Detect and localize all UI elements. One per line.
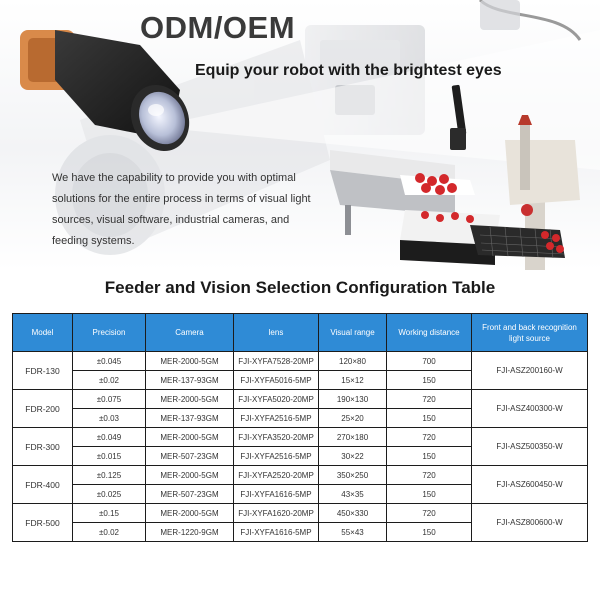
working-distance-cell: 720 (387, 466, 472, 485)
lens-cell: FJI-XYFA2516-5MP (234, 409, 319, 428)
precision-cell: ±0.049 (73, 428, 146, 447)
camera-cell: MER-2000-5GM (146, 390, 234, 409)
lens-cell: FJI-XYFA7528-20MP (234, 352, 319, 371)
camera-cell: MER-2000-5GM (146, 504, 234, 523)
lens-cell: FJI-XYFA1620-20MP (234, 504, 319, 523)
model-cell: FDR-400 (13, 466, 73, 504)
working-distance-cell: 150 (387, 485, 472, 504)
table-header-row (13, 314, 588, 352)
visual-range-cell: 25×20 (319, 409, 387, 428)
precision-cell: ±0.015 (73, 447, 146, 466)
camera-cell: MER-507-23GM (146, 485, 234, 504)
precision-cell: ±0.02 (73, 371, 146, 390)
model-cell: FDR-500 (13, 504, 73, 542)
header-working-distance: Working distance (387, 314, 472, 352)
header-precision: Precision (73, 314, 146, 352)
working-distance-cell: 150 (387, 523, 472, 542)
camera-cell: MER-2000-5GM (146, 466, 234, 485)
table-row (13, 466, 588, 485)
camera-cell: MER-137-93GM (146, 409, 234, 428)
precision-cell: ±0.025 (73, 485, 146, 504)
table-row (13, 428, 588, 447)
configuration-table (12, 313, 588, 542)
header-model: Model (13, 314, 73, 352)
table-title: Feeder and Vision Selection Configuration Table (104, 278, 496, 297)
camera-cell: MER-507-23GM (146, 447, 234, 466)
header-visual-range: Visual range (319, 314, 387, 352)
working-distance-cell: 720 (387, 428, 472, 447)
working-distance-cell: 150 (387, 447, 472, 466)
table-row (13, 504, 588, 523)
visual-range-cell: 30×22 (319, 447, 387, 466)
visual-range-cell: 350×250 (319, 466, 387, 485)
camera-cell: MER-1220-9GM (146, 523, 234, 542)
working-distance-cell: 720 (387, 390, 472, 409)
lens-cell: FJI-XYFA1616-5MP (234, 485, 319, 504)
visual-range-cell: 450×330 (319, 504, 387, 523)
lens-cell: FJI-XYFA5016-5MP (234, 371, 319, 390)
table-row (13, 390, 588, 409)
light-source-cell: FJI-ASZ400300-W (472, 390, 588, 428)
camera-cell: MER-2000-5GM (146, 352, 234, 371)
camera-cell: MER-2000-5GM (146, 428, 234, 447)
working-distance-cell: 150 (387, 409, 472, 428)
tagline: Equip your robot with the brightest eyes (195, 62, 502, 79)
precision-cell: ±0.02 (73, 523, 146, 542)
working-distance-cell: 720 (387, 504, 472, 523)
lens-cell: FJI-XYFA2520-20MP (234, 466, 319, 485)
visual-range-cell: 120×80 (319, 352, 387, 371)
header-camera: Camera (146, 314, 234, 352)
visual-range-cell: 43×35 (319, 485, 387, 504)
page-title: ODM/OEM (140, 10, 296, 45)
feeder-machine-icon (330, 150, 500, 265)
camera-cell: MER-137-93GM (146, 371, 234, 390)
visual-range-cell: 55×43 (319, 523, 387, 542)
model-cell: FDR-300 (13, 428, 73, 466)
hero-banner (0, 0, 600, 270)
header-lens: lens (234, 314, 319, 352)
working-distance-cell: 150 (387, 371, 472, 390)
visual-range-cell: 270×180 (319, 428, 387, 447)
light-source-cell: FJI-ASZ200160-W (472, 352, 588, 390)
lens-cell: FJI-XYFA3520-20MP (234, 428, 319, 447)
working-distance-cell: 700 (387, 352, 472, 371)
intro-paragraph: We have the capability to provide you with optimal solutions for the entire process in terms of visual light sources, visual software, industrial cameras, and feeding systems. (52, 172, 311, 247)
light-source-cell: FJI-ASZ800600-W (472, 504, 588, 542)
model-cell: FDR-200 (13, 390, 73, 428)
precision-cell: ±0.15 (73, 504, 146, 523)
light-source-cell: FJI-ASZ500350-W (472, 428, 588, 466)
lens-cell: FJI-XYFA1616-5MP (234, 523, 319, 542)
lens-cell: FJI-XYFA5020-20MP (234, 390, 319, 409)
visual-range-cell: 15×12 (319, 371, 387, 390)
light-source-cell: FJI-ASZ600450-W (472, 466, 588, 504)
model-cell: FDR-130 (13, 352, 73, 390)
precision-cell: ±0.03 (73, 409, 146, 428)
table-row (13, 352, 588, 371)
precision-cell: ±0.045 (73, 352, 146, 371)
header-light-source: Front and back recognition light source (472, 314, 588, 352)
lens-cell: FJI-XYFA2516-5MP (234, 447, 319, 466)
visual-range-cell: 190×130 (319, 390, 387, 409)
parts-tray-icon (470, 225, 565, 258)
precision-cell: ±0.075 (73, 390, 146, 409)
precision-cell: ±0.125 (73, 466, 146, 485)
